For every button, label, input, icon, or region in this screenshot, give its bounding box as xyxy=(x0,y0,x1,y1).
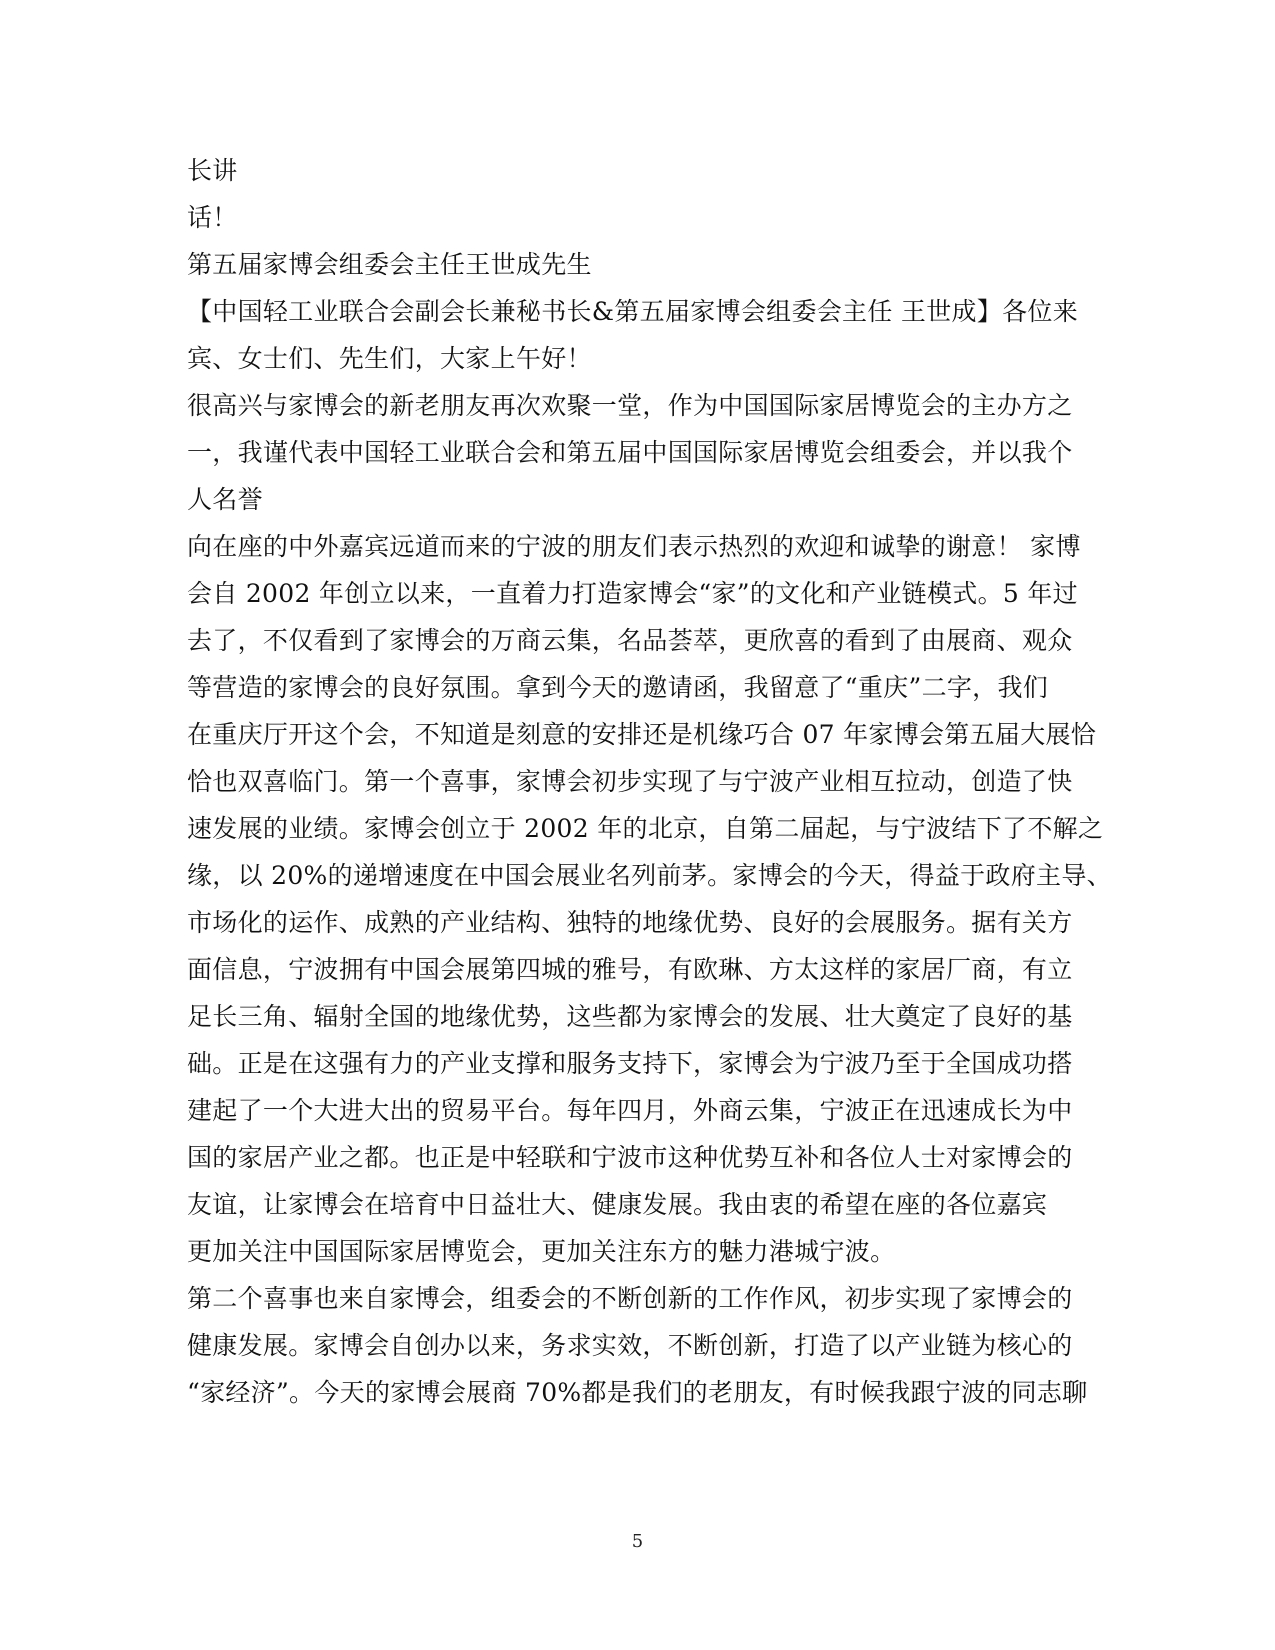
text-line: 第二个喜事也来自家博会，组委会的不断创新的工作作风，初步实现了家博会的 xyxy=(187,1284,1073,1313)
text-line: 面信息，宁波拥有中国会展第四城的雅号，有欧琳、方太这样的家居厂商，有立 xyxy=(187,955,1073,984)
text-line: “家经济”。今天的家博会展商 70%都是我们的老朋友，有时候我跟宁波的同志聊 xyxy=(187,1378,1088,1407)
text-line: 健康发展。家博会自创办以来，务求实效，不断创新，打造了以产业链为核心的 xyxy=(187,1331,1073,1360)
text-line: 宾、女士们、先生们，大家上午好！ xyxy=(187,344,592,373)
text-line: 友谊，让家博会在培育中日益壮大、健康发展。我由衷的希望在座的各位嘉宾 xyxy=(187,1190,1048,1219)
text-line: 长讲 xyxy=(187,156,238,185)
text-line: 第五届家博会组委会主任王世成先生 xyxy=(187,250,592,279)
text-line: 人名誉 xyxy=(187,485,263,514)
text-line: 国的家居产业之都。也正是中轻联和宁波市这种优势互补和各位人士对家博会的 xyxy=(187,1143,1073,1172)
text-line: 缘，以 20%的递增速度在中国会展业名列前茅。家博会的今天，得益于政府主导、 xyxy=(187,861,1112,890)
text-line: 建起了一个大进大出的贸易平台。每年四月，外商云集，宁波正在迅速成长为中 xyxy=(187,1096,1073,1125)
text-line: 更加关注中国国际家居博览会，更加关注东方的魅力港城宁波。 xyxy=(187,1237,896,1266)
text-line: 很高兴与家博会的新老朋友再次欢聚一堂，作为中国国际家居博览会的主办方之 xyxy=(187,391,1073,420)
text-line: 础。正是在这强有力的产业支撑和服务支持下，家博会为宁波乃至于全国成功搭 xyxy=(187,1049,1073,1078)
text-line: 去了，不仅看到了家博会的万商云集，名品荟萃，更欣喜的看到了由展商、观众 xyxy=(187,626,1073,655)
text-line: 会自 2002 年创立以来，一直着力打造家博会“家”的文化和产业链模式。5 年过 xyxy=(187,579,1078,608)
text-line: 市场化的运作、成熟的产业结构、独特的地缘优势、良好的会展服务。据有关方 xyxy=(187,908,1073,937)
text-line: 等营造的家博会的良好氛围。拿到今天的邀请函，我留意了“重庆”二字，我们 xyxy=(187,673,1049,702)
page-number: 5 xyxy=(631,1531,644,1552)
text-line: 【中国轻工业联合会副会长兼秘书长&第五届家博会组委会主任 王世成】各位来 xyxy=(187,297,1079,326)
text-line: 话！ xyxy=(187,203,238,232)
text-line: 足长三角、辐射全国的地缘优势，这些都为家博会的发展、壮大奠定了良好的基 xyxy=(187,1002,1073,1031)
text-line: 向在座的中外嘉宾远道而来的宁波的朋友们表示热烈的欢迎和诚挚的谢意！ 家博 xyxy=(187,532,1081,561)
text-line: 一，我谨代表中国轻工业联合会和第五届中国国际家居博览会组委会，并以我个 xyxy=(187,438,1073,467)
text-line: 在重庆厅开这个会，不知道是刻意的安排还是机缘巧合 07 年家博会第五届大展恰 xyxy=(187,720,1097,749)
text-line: 恰也双喜临门。第一个喜事，家博会初步实现了与宁波产业相互拉动，创造了快 xyxy=(187,767,1073,796)
text-line: 速发展的业绩。家博会创立于 2002 年的北京，自第二届起，与宁波结下了不解之 xyxy=(187,814,1104,843)
